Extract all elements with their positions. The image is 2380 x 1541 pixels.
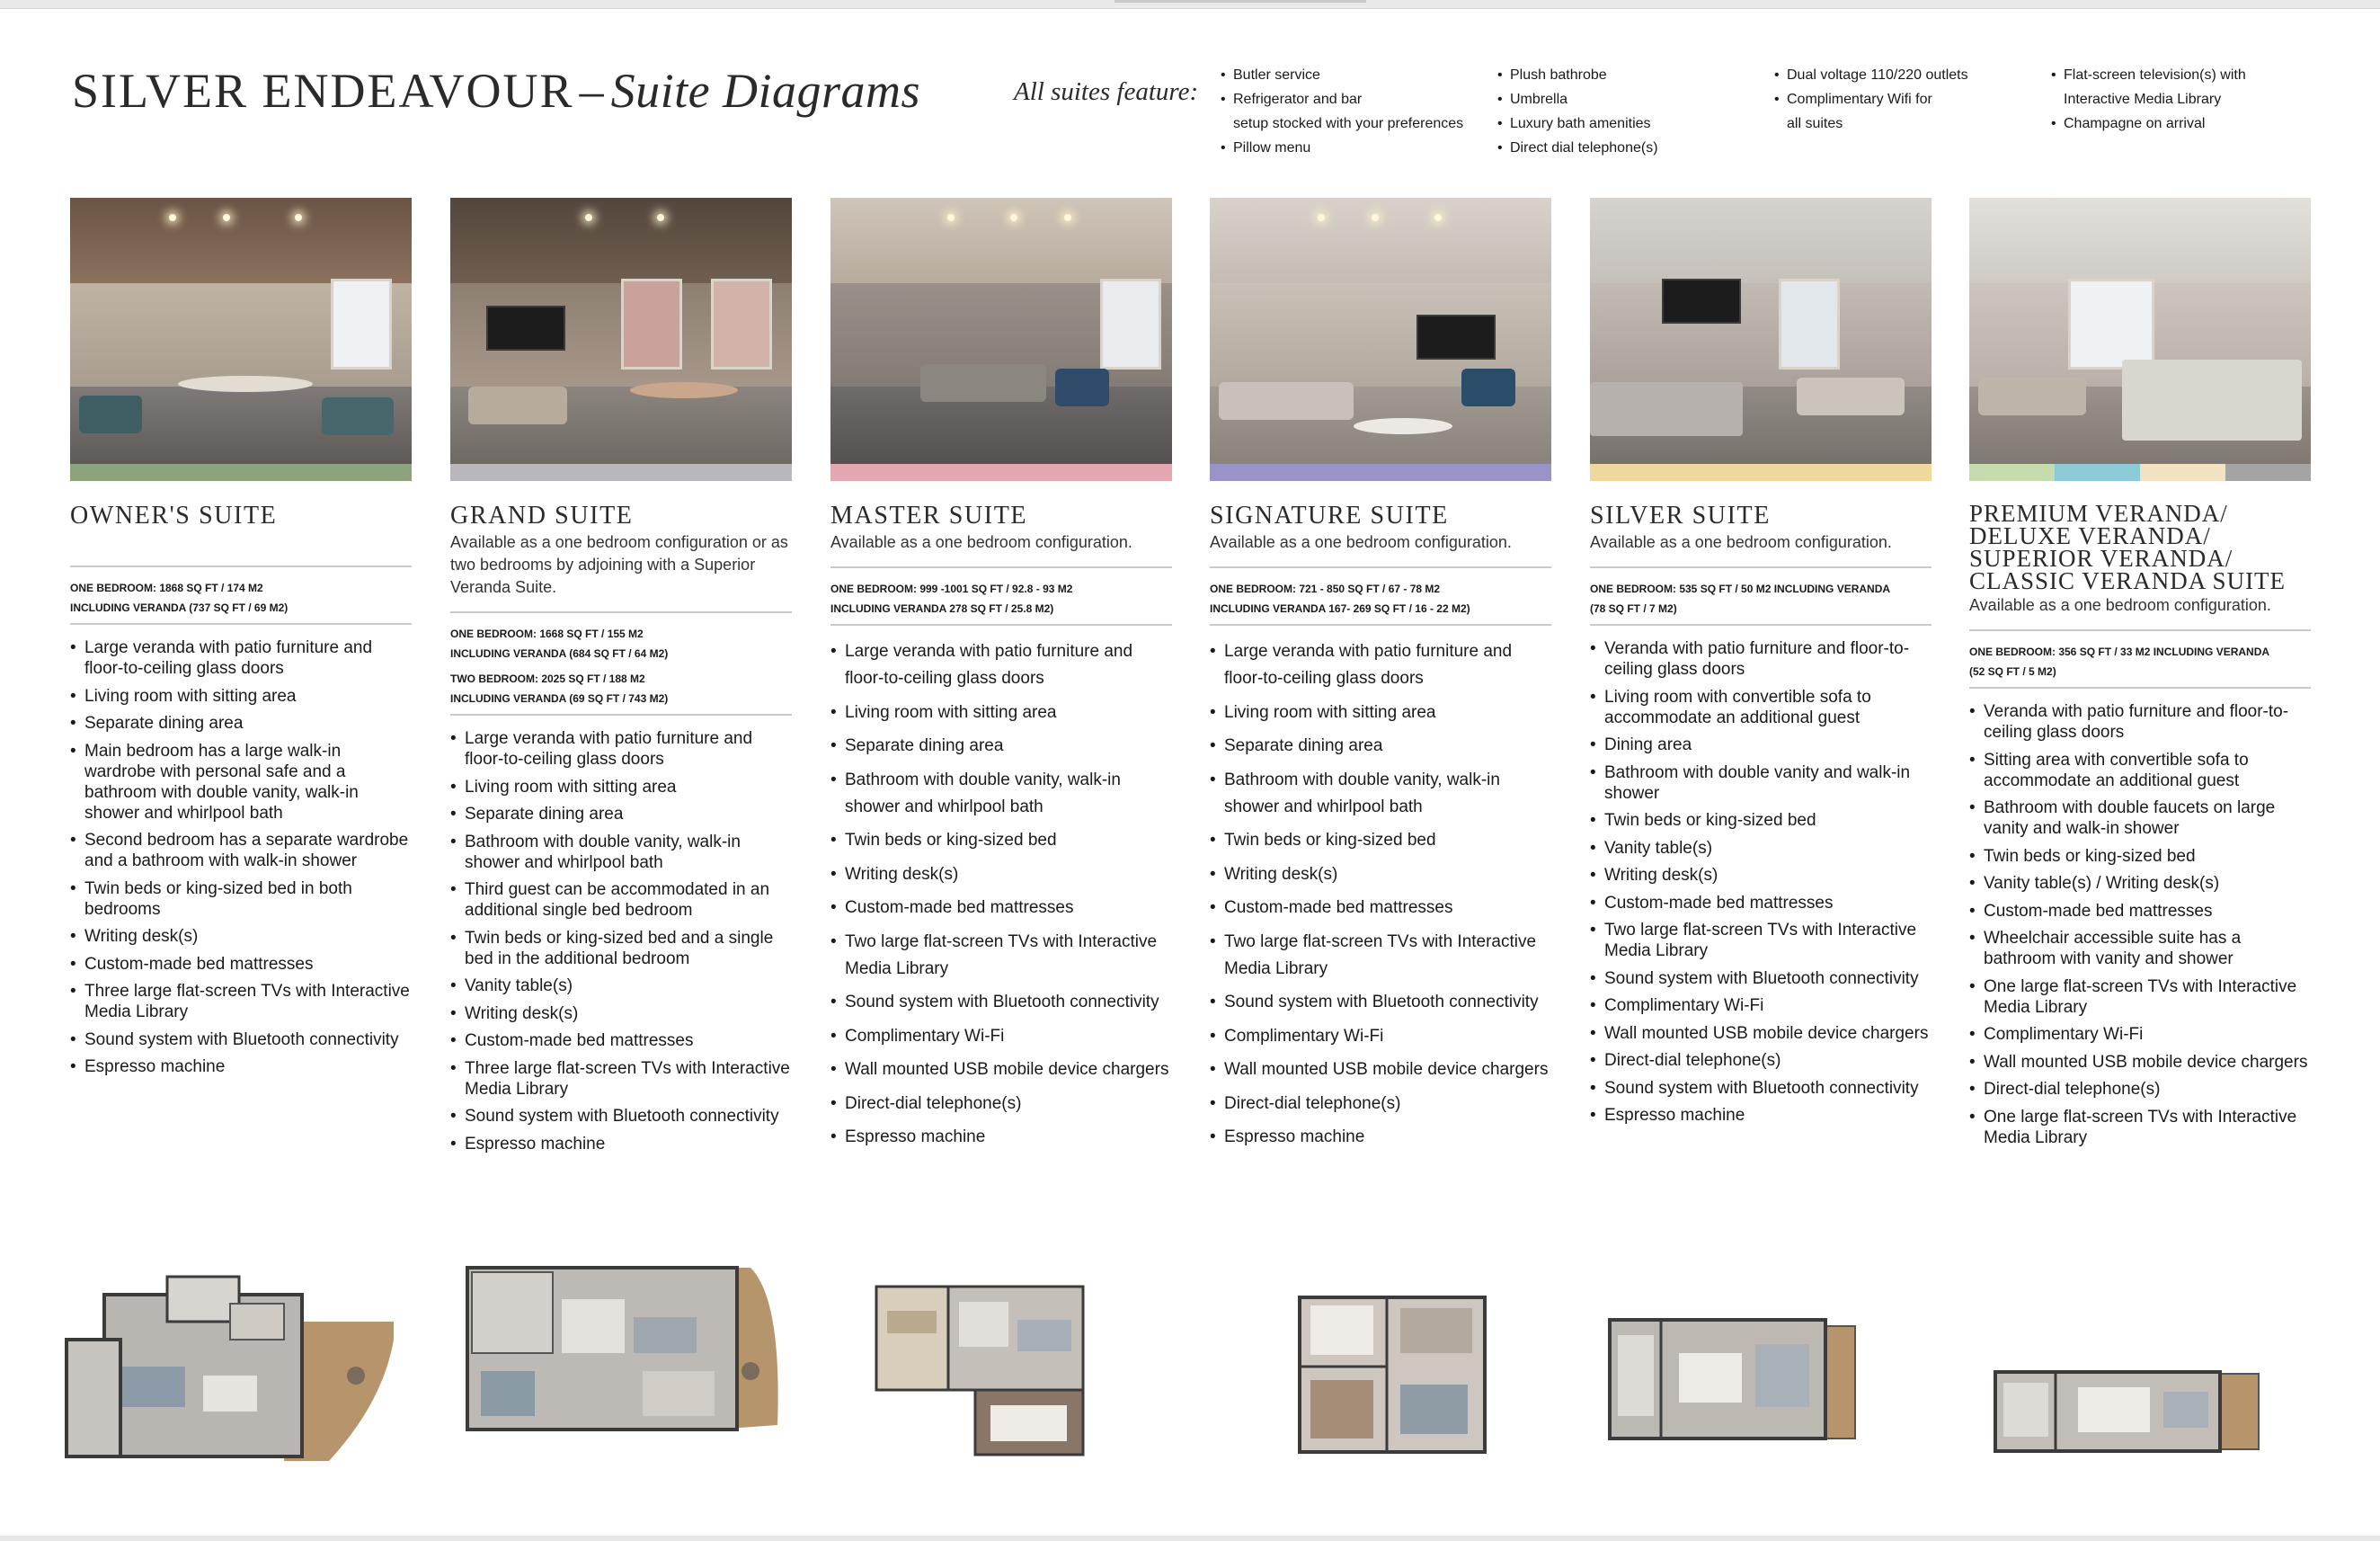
divider [450, 611, 792, 613]
suite-master [830, 198, 1172, 1158]
list-item: • Main bedroom has a large walk-in wardrobe with personal safe and a bathroom with double vanity, walk-in shower and whirlpool bath [70, 741, 412, 824]
color-swatch [450, 464, 792, 481]
list-item: • Wall mounted USB mobile device chargers [1210, 1056, 1551, 1083]
list-item: • Living room with sitting area [450, 777, 792, 797]
list-item: • Two large flat-screen TVs with Interactive Media Library [1590, 920, 1932, 961]
list-item: • Two large flat-screen TVs with Interactive Media Library [830, 929, 1172, 983]
silver-suite-floor-plan [1607, 1317, 1859, 1443]
list-item: • Direct-dial telephone(s) [830, 1091, 1172, 1118]
list-item: • Sound system with Bluetooth connectivity [1210, 989, 1551, 1016]
feature-item: • Direct dial telephone(s) [1497, 136, 1658, 160]
feature-item: • Butler service [1221, 63, 1463, 87]
list-item: • Second bedroom has a separate wardrobe and a bathroom with walk-in shower [70, 830, 412, 871]
suite-color-bar [450, 464, 792, 481]
list-item: • Third guest can be accommodated in an additional single bed bedroom [450, 879, 792, 921]
viewer-bottom-bar [0, 1536, 2380, 1541]
suite-color-bar [830, 464, 1172, 481]
owners-suite-floor-plan [59, 1268, 401, 1465]
feature-item: • Pillow menu [1221, 136, 1463, 160]
signature-suite-photo [1210, 198, 1551, 464]
suite-signature [1210, 198, 1551, 1158]
list-item: • Writing desk(s) [450, 1003, 792, 1024]
list-item: • Custom-made bed mattresses [1210, 895, 1551, 922]
list-item: • Custom-made bed mattresses [450, 1030, 792, 1051]
suite-color-bar [1969, 464, 2311, 481]
list-item: • Bathroom with double vanity, walk-in shower and whirlpool bath [1210, 767, 1551, 821]
list-item: • One large flat-screen TVs with Interactive Media Library [1969, 1107, 2311, 1148]
divider [70, 623, 412, 625]
suite-name: PREMIUM VERANDA/ DELUXE VERANDA/ SUPERIOR VERANDA/ CLASSIC VERANDA SUITE [1969, 500, 2287, 594]
suite-grand [450, 198, 792, 1161]
list-item: • Twin beds or king-sized bed and a single bed in the additional bedroom [450, 928, 792, 969]
suite-features [1590, 638, 1932, 1126]
feature-item: • Refrigerator and bar setup stocked with your preferences [1221, 87, 1463, 136]
suite-sizes: ONE BEDROOM: 1868 SQ FT / 174 M2 INCLUDING VERANDA (737 SQ FT / 69 M2) [70, 582, 289, 614]
list-item: • Direct-dial telephone(s) [1590, 1050, 1932, 1071]
features-column-1 [1221, 63, 1463, 160]
list-item: • Living room with convertible sofa to accommodate an additional guest [1590, 687, 1932, 728]
color-swatch [1210, 464, 1551, 481]
features-column-2 [1497, 63, 1658, 160]
list-item: • Writing desk(s) [70, 926, 412, 947]
grand-suite-floor-plan [463, 1263, 786, 1443]
suite-sizes: ONE BEDROOM: 999 -1001 SQ FT / 92.8 - 93 M2 INCLUDING VERANDA 278 SQ FT / 25.8 M2) [830, 583, 1073, 615]
silver-suite-photo [1590, 198, 1932, 464]
suite-availability: Available as a one bedroom configuration or as two bedrooms by adjoining with a Superior Veranda Suite. [450, 533, 788, 596]
suite-name: SIGNATURE SUITE [1210, 502, 1449, 530]
feature-item: • Complimentary Wifi for all suites [1774, 87, 1968, 136]
list-item: • Direct-dial telephone(s) [1969, 1079, 2311, 1100]
list-item: • Sound system with Bluetooth connectivity [1590, 1078, 1932, 1099]
suite-color-bar [1590, 464, 1932, 481]
list-item: • Separate dining area [1210, 733, 1551, 760]
viewer-tab-indicator[interactable] [1115, 0, 1366, 3]
divider [1590, 624, 1932, 626]
list-item: • Separate dining area [450, 804, 792, 824]
list-item: • Bathroom with double faucets on large vanity and walk-in shower [1969, 797, 2311, 839]
list-item: • Bathroom with double vanity and walk-in shower [1590, 762, 1932, 804]
all-suites-feature-label: All suites feature: [1014, 77, 1199, 106]
list-item: • Wall mounted USB mobile device chargers [830, 1056, 1172, 1083]
divider [1969, 687, 2311, 689]
list-item: • Large veranda with patio furniture and floor-to-ceiling glass doors [1210, 638, 1551, 692]
suite-silver [1590, 198, 1932, 1133]
list-item: • Dining area [1590, 735, 1932, 755]
color-swatch [70, 464, 412, 481]
suite-sizes: ONE BEDROOM: 535 SQ FT / 50 M2 INCLUDING VERANDA (78 SQ FT / 7 M2) [1590, 583, 1891, 615]
list-item: • Twin beds or king-sized bed [1210, 827, 1551, 854]
suite-features [830, 638, 1172, 1151]
list-item: • Custom-made bed mattresses [70, 954, 412, 975]
list-item: • Living room with sitting area [830, 699, 1172, 726]
list-item: • Large veranda with patio furniture and floor-to-ceiling glass doors [450, 728, 792, 770]
suite-availability: Available as a one bedroom configuration. [1969, 596, 2271, 614]
list-item: • Custom-made bed mattresses [1969, 901, 2311, 922]
list-item: • Custom-made bed mattresses [830, 895, 1172, 922]
suite-sizes: ONE BEDROOM: 1668 SQ FT / 155 M2 INCLUDING VERANDA (684 SQ FT / 64 M2) TWO BEDROOM: 2025 SQ FT / 188 M2 INCLUDING VERANDA (69 SQ FT / 743 M2) [450, 628, 669, 705]
list-item: • Sound system with Bluetooth connectivity [830, 989, 1172, 1016]
list-item: • Vanity table(s) / Writing desk(s) [1969, 873, 2311, 894]
divider [450, 714, 792, 716]
list-item: • Twin beds or king-sized bed [1590, 810, 1932, 831]
list-item: • Complimentary Wi-Fi [1590, 995, 1932, 1016]
divider [830, 566, 1172, 568]
feature-item: • Umbrella [1497, 87, 1658, 111]
suite-owners [70, 198, 412, 1084]
color-swatch [2140, 464, 2225, 481]
list-item: • Sitting area with convertible sofa to accommodate an additional guest [1969, 750, 2311, 791]
color-swatch [1590, 464, 1932, 481]
list-item: • Espresso machine [1590, 1105, 1932, 1126]
master-suite-photo [830, 198, 1172, 464]
viewer-top-bar [0, 0, 2380, 9]
suite-sizes: ONE BEDROOM: 356 SQ FT / 33 M2 INCLUDING VERANDA (52 SQ FT / 5 M2) [1969, 646, 2270, 678]
list-item: • Twin beds or king-sized bed [1969, 846, 2311, 867]
list-item: • Bathroom with double vanity, walk-in shower and whirlpool bath [830, 767, 1172, 821]
grand-suite-photo [450, 198, 792, 464]
suite-features [1969, 701, 2311, 1148]
list-item: • Three large flat-screen TVs with Interactive Media Library [450, 1058, 792, 1100]
divider [1590, 566, 1932, 568]
list-item: • Living room with sitting area [1210, 699, 1551, 726]
signature-suite-floor-plan [1297, 1295, 1488, 1455]
list-item: • Large veranda with patio furniture and floor-to-ceiling glass doors [70, 637, 412, 679]
list-item: • Wall mounted USB mobile device chargers [1969, 1052, 2311, 1073]
list-item: • Veranda with patio furniture and floor-to-ceiling glass doors [1969, 701, 2311, 743]
list-item: • Complimentary Wi-Fi [1969, 1024, 2311, 1045]
color-swatch [2225, 464, 2311, 481]
divider [1210, 624, 1551, 626]
list-item: • Twin beds or king-sized bed [830, 827, 1172, 854]
list-item: • Vanity table(s) [1590, 838, 1932, 859]
suite-features [1210, 638, 1551, 1151]
features-column-3 [1774, 63, 1968, 136]
list-item: • Complimentary Wi-Fi [830, 1023, 1172, 1050]
list-item: • Wall mounted USB mobile device chargers [1590, 1023, 1932, 1044]
list-item: • Bathroom with double vanity, walk-in shower and whirlpool bath [450, 832, 792, 873]
veranda-suite-photo [1969, 198, 2311, 464]
list-item: • Espresso machine [1210, 1124, 1551, 1151]
list-item: • Two large flat-screen TVs with Interactive Media Library [1210, 929, 1551, 983]
suite-features [70, 637, 412, 1077]
suite-availability: Available as a one bedroom configuration. [830, 533, 1132, 551]
list-item: • Direct-dial telephone(s) [1210, 1091, 1551, 1118]
list-item: • One large flat-screen TVs with Interactive Media Library [1969, 976, 2311, 1018]
feature-item: • Dual voltage 110/220 outlets [1774, 63, 1968, 87]
list-item: • Sound system with Bluetooth connectivity [70, 1029, 412, 1050]
divider [1210, 566, 1551, 568]
feature-item: • Flat-screen television(s) with Interactive Media Library [2051, 63, 2246, 111]
list-item: • Writing desk(s) [1590, 865, 1932, 886]
master-suite-floor-plan [874, 1284, 1116, 1456]
veranda-suite-floor-plan [1993, 1369, 2262, 1454]
feature-item: • Plush bathrobe [1497, 63, 1658, 87]
suite-name: SILVER SUITE [1590, 502, 1771, 530]
suite-availability: Available as a one bedroom configuration. [1210, 533, 1512, 551]
feature-item: • Luxury bath amenities [1497, 111, 1658, 136]
list-item: • Living room with sitting area [70, 686, 412, 707]
owners-suite-photo [70, 198, 412, 464]
suite-features [450, 728, 792, 1154]
list-item: • Sound system with Bluetooth connectivity [1590, 968, 1932, 989]
divider [830, 624, 1172, 626]
suite-color-bar [70, 464, 412, 481]
list-item: • Wheelchair accessible suite has a bathroom with vanity and shower [1969, 928, 2311, 969]
list-item: • Veranda with patio furniture and floor-to-ceiling glass doors [1590, 638, 1932, 680]
suite-sizes: ONE BEDROOM: 721 - 850 SQ FT / 67 - 78 M2 INCLUDING VERANDA 167- 269 SQ FT / 16 - 22 M2) [1210, 583, 1470, 615]
list-item: • Writing desk(s) [1210, 861, 1551, 888]
feature-item: • Champagne on arrival [2051, 111, 2246, 136]
list-item: • Sound system with Bluetooth connectivity [450, 1106, 792, 1127]
suite-color-bar [1210, 464, 1551, 481]
divider [1969, 629, 2311, 631]
features-column-4 [2051, 63, 2246, 136]
suite-name: OWNER'S SUITE [70, 502, 278, 530]
list-item: • Custom-made bed mattresses [1590, 893, 1932, 913]
list-item: • Vanity table(s) [450, 975, 792, 996]
suite-veranda [1969, 198, 2311, 1154]
divider [70, 566, 412, 567]
list-item: • Espresso machine [830, 1124, 1172, 1151]
color-swatch [1969, 464, 2055, 481]
list-item: • Complimentary Wi-Fi [1210, 1023, 1551, 1050]
color-swatch [830, 464, 1172, 481]
suite-name: GRAND SUITE [450, 502, 634, 530]
list-item: • Separate dining area [70, 713, 412, 734]
list-item: • Twin beds or king-sized bed in both bedrooms [70, 878, 412, 920]
suite-name: MASTER SUITE [830, 502, 1028, 530]
list-item: • Espresso machine [70, 1056, 412, 1077]
color-swatch [2055, 464, 2140, 481]
page-title: SILVER ENDEAVOUR – Suite Diagrams [72, 64, 921, 118]
list-item: • Large veranda with patio furniture and floor-to-ceiling glass doors [830, 638, 1172, 692]
list-item: • Three large flat-screen TVs with Interactive Media Library [70, 981, 412, 1022]
list-item: • Separate dining area [830, 733, 1172, 760]
list-item: • Writing desk(s) [830, 861, 1172, 888]
suite-availability: Available as a one bedroom configuration. [1590, 533, 1892, 551]
list-item: • Espresso machine [450, 1134, 792, 1154]
